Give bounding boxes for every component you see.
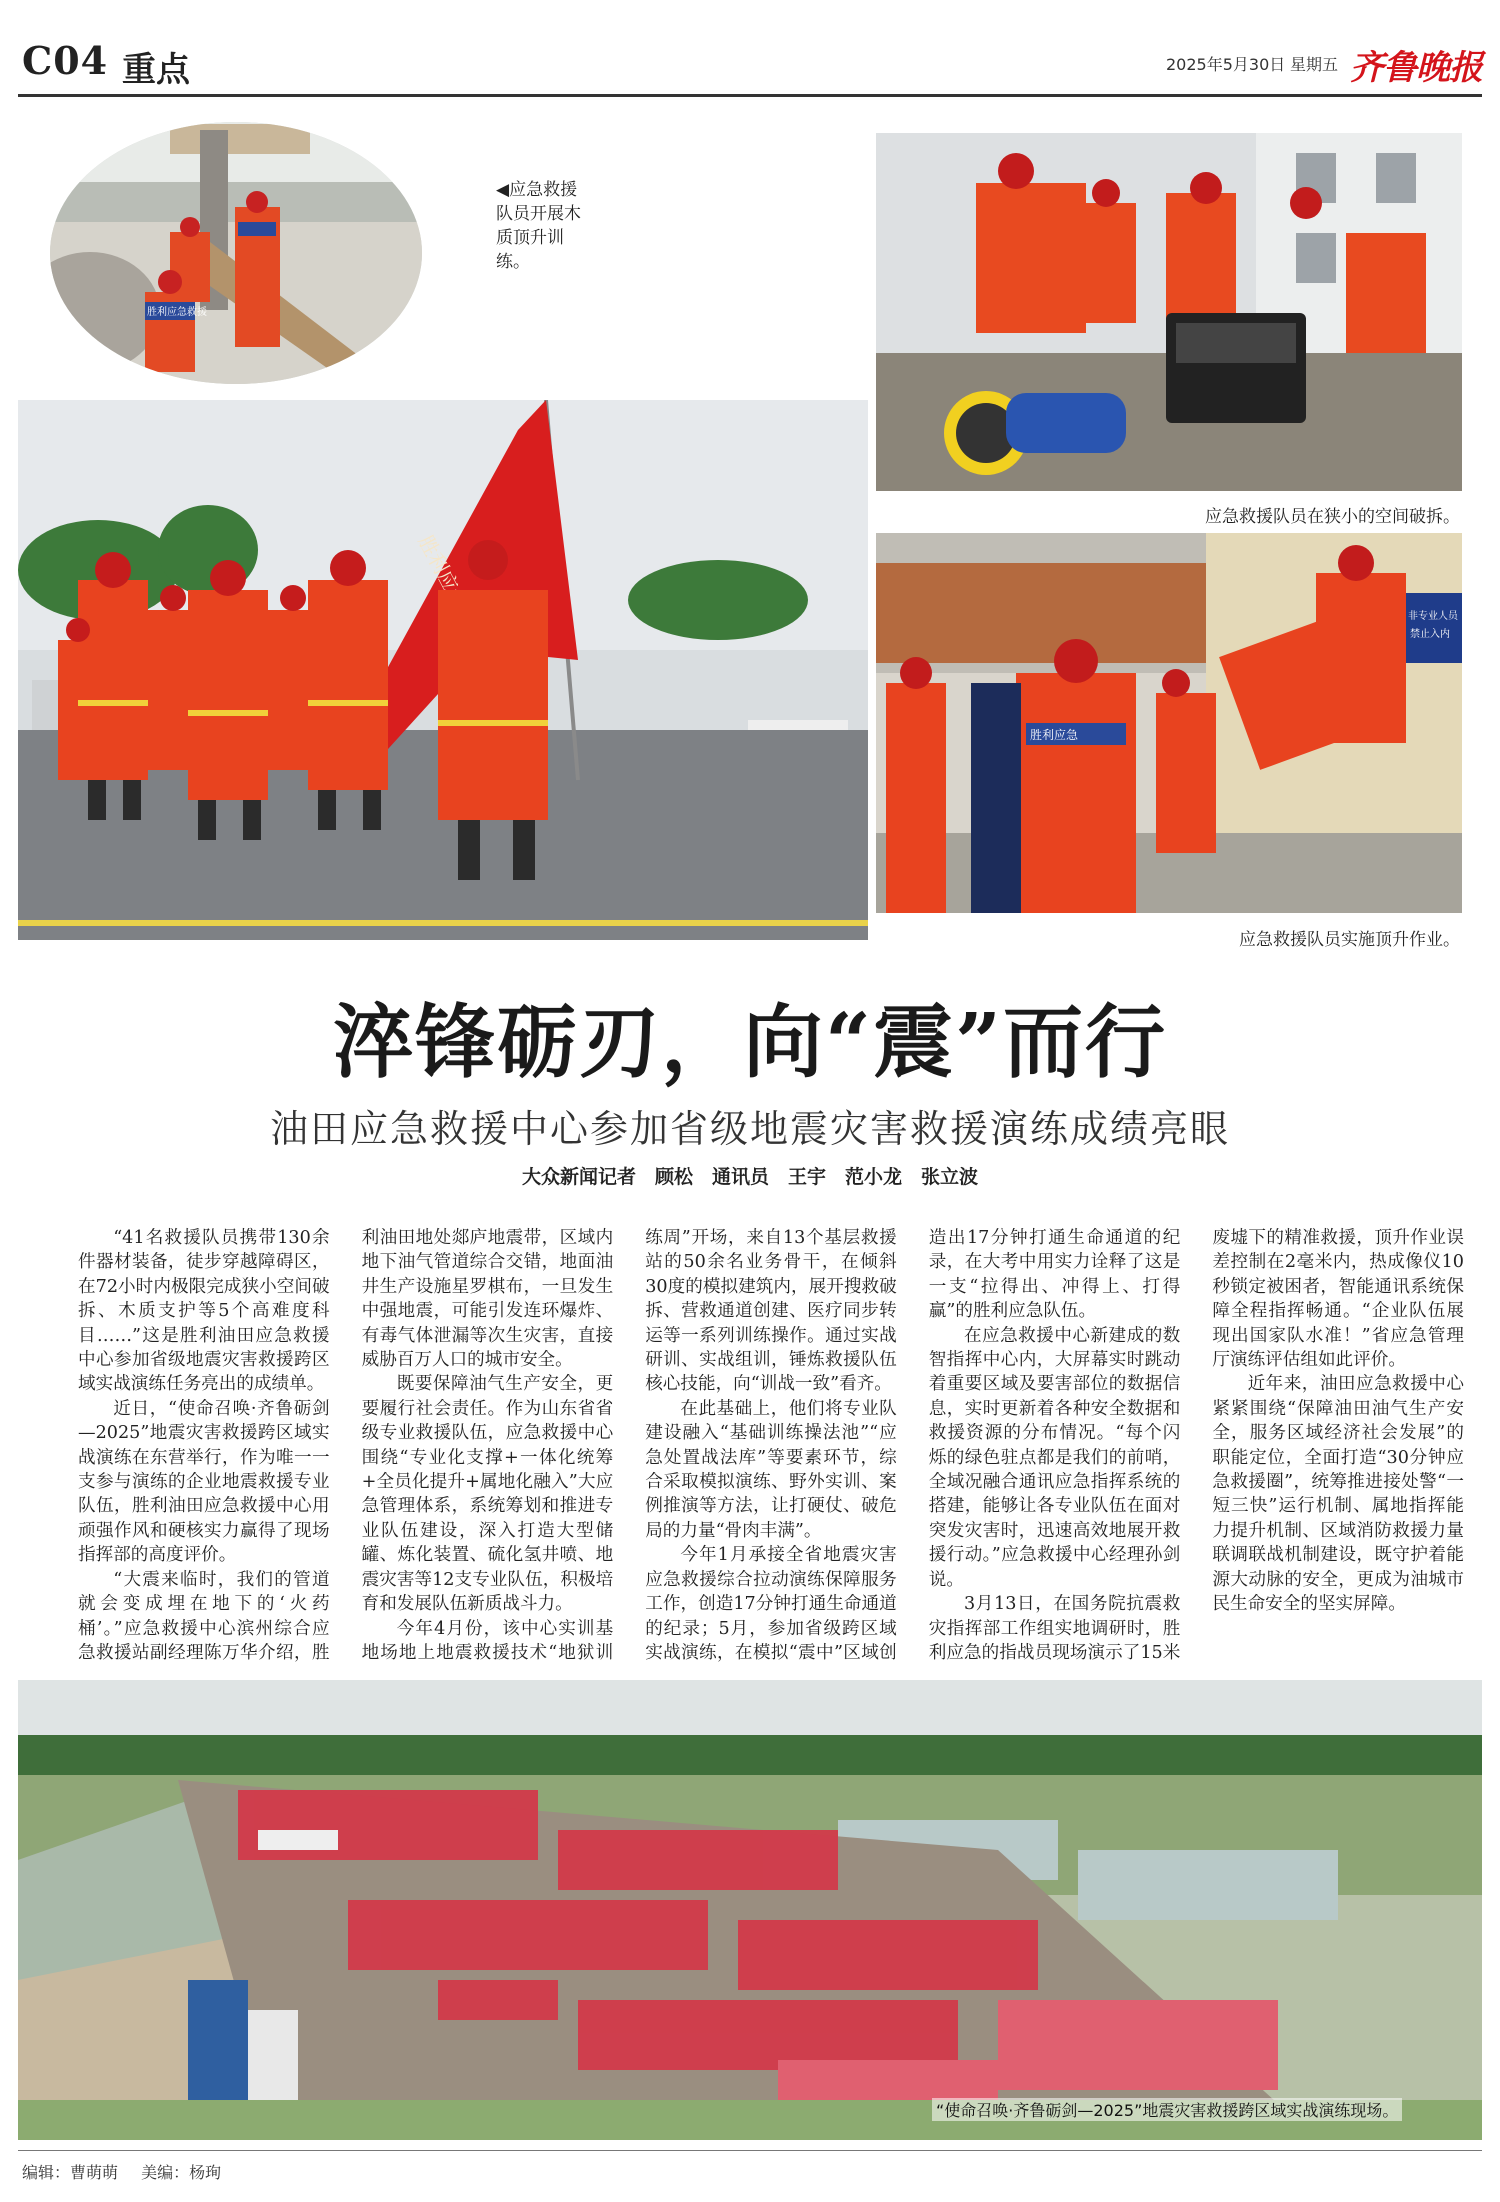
sign-text-line2: 禁止入内 xyxy=(1410,629,1450,640)
article-headline: 淬锋砺刃，向“震”而行 xyxy=(332,995,1168,1089)
caption-bottom-photo: “使命召唤·齐鲁砺剑—2025”地震灾害救援跨区域实战演练现场。 xyxy=(932,2098,1402,2121)
article-paragraph: 近年来，油田应急救援中心紧紧围绕“保障油田油气生产安全，服务区域经济社会发展”的职能定位，全面打造“30分钟应急救援圈”，统筹推进接处警“一短三快”运行机制、属地指挥能力提升机制、区域消防救援力量联调联战机制建设，既守护着能源大动脉的安全，更成为油城市民生命安全的坚实屏障。 xyxy=(1212,1374,1464,1615)
article-paragraph: “大震来临时，我们的管道就会变成埋在地下的‘火药桶’。”应急救援中心滨州综合应急救援站副经理陈万华介绍，胜利油田地处郯庐地震带，区域内地下油气管道综合交错，地面油井生产设施星罗棋布，一旦发生中强地震，可能引发连环爆炸、有毒气体泄漏等次生灾害，直接威胁百万人口的城市安全。 xyxy=(78,1228,614,1663)
article-paragraph: 既要保障油气生产安全，更要履行社会责任。作为山东省省级专业救援队伍，应急救援中心围绕“专业化支撑+一体化统筹+全员化提升+属地化融入”大应急管理体系，系统筹划和推进专业队伍建设，深入打造大型储罐、炼化装置、硫化氢井喷、地震灾害等12支专业队伍，积极培育和发展队伍新质战斗力。 xyxy=(361,1374,614,1615)
vest-text-mid: 胜利应急 xyxy=(1030,728,1079,742)
footer-rule xyxy=(18,2150,1482,2151)
photo-jacking-operation xyxy=(876,533,1462,913)
weekday: 星期五 xyxy=(1290,55,1339,74)
article-paragraph: 近日，“使命召唤·齐鲁砺剑—2025”地震灾害救援跨区域实战演练在东营举行，作为唯一一支参与演练的企业地震救援专业队伍，胜利油田应急救援中心用顽强作风和硬核实力赢得了现场指挥部的高度评价。 xyxy=(78,1398,330,1566)
issue-date: 2025年5月30日 xyxy=(1166,55,1286,74)
sign-text-line1: 非专业人员 xyxy=(1408,611,1458,622)
section-name: 重点 xyxy=(122,50,190,90)
header-rule xyxy=(18,94,1482,97)
editor-credit: 编辑：曹萌萌 xyxy=(22,2163,119,2182)
footer-credits xyxy=(22,2160,239,2183)
page-code: C04 xyxy=(22,38,109,83)
flag-text: 胜利应急 xyxy=(413,531,473,613)
photo-drill-site-aerial xyxy=(18,1680,1482,2140)
vest-text-oval: 胜利应急救援 xyxy=(147,307,207,318)
article-paragraph: 在此基础上，他们将专业队建设融入“基础训练操法池”“应急处置战法库”等要素环节，综合采取模拟演练、野外实训、案例推演等方法，让打硬仗、破危局的力量“骨肉丰满”。 xyxy=(645,1398,897,1541)
article-paragraph: 3月13日，在国务院抗震救灾指挥部工作组实地调研时，胜利应急的指战员现场演示了15米废墟下的精准救援，顶升作业误差控制在2毫米内，热成像仪10秒锁定被困者，智能通讯系统保障全程指挥畅通。“企业队伍展现出国家队水准！”省应急管理厅演练评估组如此评价。 xyxy=(928,1228,1464,1663)
article-paragraph: 今年1月承接全省地震灾害应急救援综合拉动演练保障服务工作，创造17分钟打通生命通道的纪录；5月，参加省级跨区域实战演练，在模拟“震中”区域创造出17分钟打通生命通道的纪录，在大考中用实力诠释了这是一支“拉得出、冲得上、打得赢”的胜利应急队伍。 xyxy=(645,1228,1181,1663)
caption-oval-photo: ◀应急救援队员开展木质顶升训练。 xyxy=(496,180,581,272)
masthead-logo: 齐鲁晚报 xyxy=(1350,48,1482,88)
photo-team-march xyxy=(18,400,868,940)
article-paragraph: 在应急救援中心新建成的数智指挥中心内，大屏幕实时跳动着重要区域及要害部位的数据信息，实时更新着各种安全数据和救援资源的分布情况。“每个闪烁的绿色驻点都是我们的前哨，全域况融合通讯应急指挥系统的搭建，能够让各专业队伍在面对突发灾害时，迅速高效地展开救援行动。”应急救援中心经理孙剑说。 xyxy=(928,1325,1181,1590)
article-subheadline: 油田应急救援中心参加省级地震灾害救援演练成绩亮眼 xyxy=(269,1107,1230,1151)
article-body xyxy=(78,1226,1464,1666)
photo-wood-jacking-training xyxy=(50,122,422,384)
article-paragraph: 今年4月份，该中心实训基地场地上地震救援技术“地狱训练周”开场，来自13个基层救援站的50余名业务骨干，在倾斜30度的模拟建筑内，展开搜救破拆、营救通道创建、医疗同步转运等一系列训练操作。通过实战研训、实战组训，锤炼救援队伍核心技能，向“训战一致”看齐。 xyxy=(361,1228,897,1663)
article-paragraph: “41名救援队员携带130余件器材装备，徒步穿越障碍区，在72小时内极限完成狭小空间破拆、木质支护等5个高难度科目……”这是胜利油田应急救援中心参加省级地震灾害救援跨区域实战演练任务亮出的成绩单。 xyxy=(78,1228,330,1395)
caption-mid-right-photo: 应急救援队员实施顶升作业。 xyxy=(1239,930,1460,950)
designer-credit: 美编：杨珣 xyxy=(141,2163,222,2182)
article-byline: 大众新闻记者 顾松 通讯员 王宇 范小龙 张立波 xyxy=(521,1166,978,1188)
caption-top-right-photo: 应急救援队员在狭小的空间破拆。 xyxy=(1205,507,1460,527)
photo-confined-space-breaching xyxy=(876,133,1462,491)
